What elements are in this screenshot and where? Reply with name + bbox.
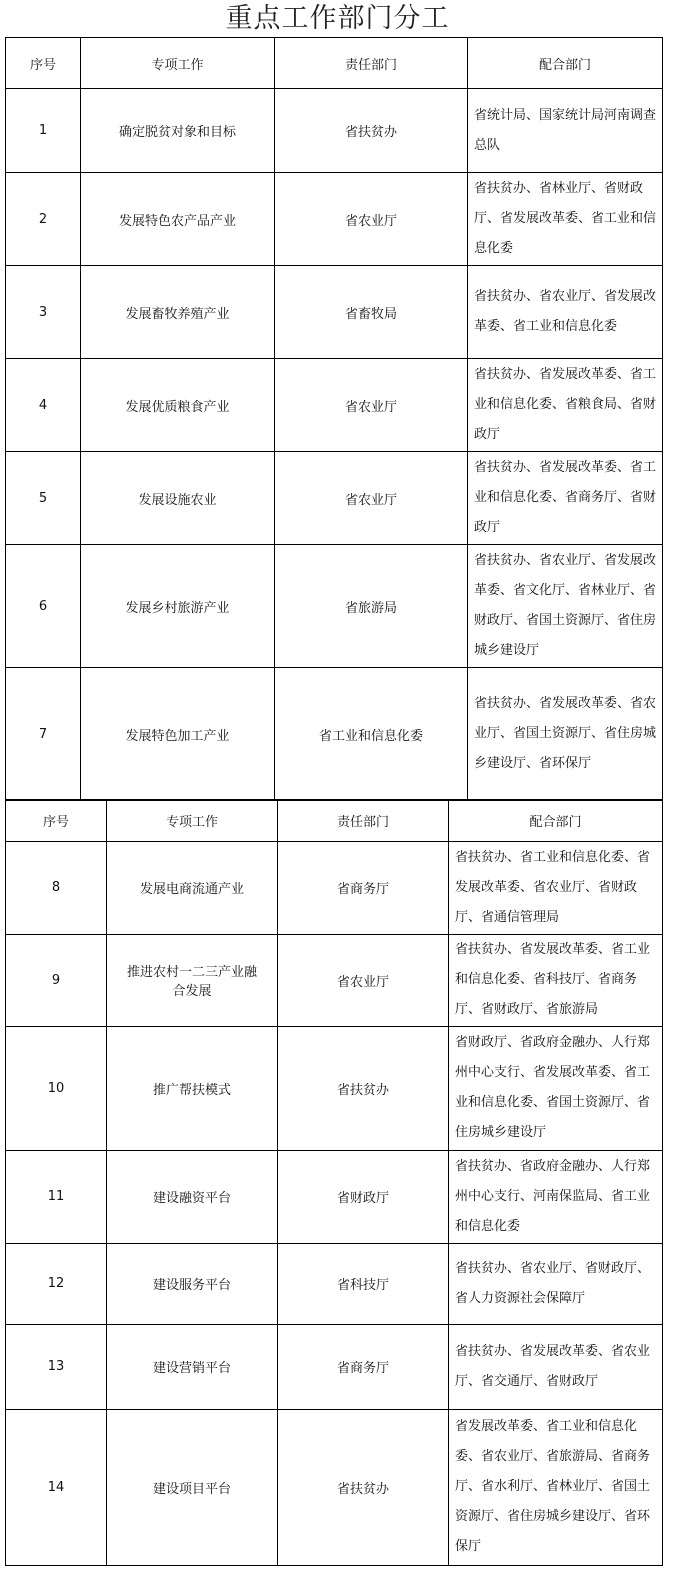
supporting-departments-cell: 省扶贫办、省农业厅、省发展改革委、省工业和信息化委 — [468, 266, 663, 359]
table-row — [6, 1026, 663, 1150]
header-task: 专项工作 — [81, 38, 275, 89]
row-number: 6 — [6, 545, 81, 668]
supporting-departments-cell: 省扶贫办、省发展改革委、省工业和信息化委、省商务厅、省财政厅 — [468, 452, 663, 545]
lead-department-cell: 省农业厅 — [275, 173, 468, 266]
row-number: 3 — [6, 266, 81, 359]
table-row — [6, 89, 663, 173]
task-cell: 建设融资平台 — [107, 1150, 278, 1243]
task-cell: 发展设施农业 — [81, 452, 275, 545]
task-cell: 发展电商流通产业 — [107, 841, 278, 934]
row-number: 1 — [6, 89, 81, 173]
lead-department-cell: 省扶贫办 — [278, 1026, 449, 1150]
table-row — [6, 266, 663, 359]
task-cell: 建设项目平台 — [107, 1409, 278, 1565]
table-header-row — [6, 38, 663, 89]
lead-department-cell: 省扶贫办 — [278, 1409, 449, 1565]
task-cell: 确定脱贫对象和目标 — [81, 89, 275, 173]
table-row — [6, 841, 663, 934]
table-row — [6, 359, 663, 452]
row-number: 2 — [6, 173, 81, 266]
task-cell: 建设服务平台 — [107, 1243, 278, 1324]
supporting-departments-cell: 省扶贫办、省政府金融办、人行郑州中心支行、河南保监局、省工业和信息化委 — [449, 1150, 663, 1243]
supporting-departments-cell: 省统计局、国家统计局河南调查总队 — [468, 89, 663, 173]
header-lead: 责任部门 — [278, 800, 449, 841]
supporting-departments-cell: 省扶贫办、省发展改革委、省农业厅、省国土资源厅、省住房城乡建设厅、省环保厅 — [468, 668, 663, 801]
division-table-part-2 — [5, 799, 663, 1566]
division-table-part-1 — [5, 37, 663, 801]
table-row — [6, 1409, 663, 1565]
table-header-row — [6, 800, 663, 841]
row-number: 5 — [6, 452, 81, 545]
lead-department-cell: 省财政厅 — [278, 1150, 449, 1243]
header-task: 专项工作 — [107, 800, 278, 841]
table-row — [6, 1150, 663, 1243]
lead-department-cell: 省农业厅 — [275, 452, 468, 545]
task-cell: 发展乡村旅游产业 — [81, 545, 275, 668]
table-row — [6, 452, 663, 545]
task-cell: 推进农村一二三产业融合发展 — [107, 934, 278, 1026]
row-number: 8 — [6, 841, 107, 934]
task-cell: 推广帮扶模式 — [107, 1026, 278, 1150]
header-support: 配合部门 — [468, 38, 663, 89]
lead-department-cell: 省旅游局 — [275, 545, 468, 668]
table-row — [6, 1324, 663, 1409]
row-number: 10 — [6, 1026, 107, 1150]
row-number: 9 — [6, 934, 107, 1026]
table-row — [6, 545, 663, 668]
supporting-departments-cell: 省扶贫办、省林业厅、省财政厅、省发展改革委、省工业和信息化委 — [468, 173, 663, 266]
supporting-departments-cell: 省扶贫办、省发展改革委、省工业和信息化委、省科技厅、省商务厅、省财政厅、省旅游局 — [449, 934, 663, 1026]
supporting-departments-cell: 省财政厅、省政府金融办、人行郑州中心支行、省发展改革委、省工业和信息化委、省国土资源厅、省住房城乡建设厅 — [449, 1026, 663, 1150]
lead-department-cell: 省工业和信息化委 — [275, 668, 468, 801]
task-cell: 发展优质粮食产业 — [81, 359, 275, 452]
lead-department-cell: 省农业厅 — [275, 359, 468, 452]
task-cell: 建设营销平台 — [107, 1324, 278, 1409]
supporting-departments-cell: 省扶贫办、省农业厅、省财政厅、省人力资源社会保障厅 — [449, 1243, 663, 1324]
lead-department-cell: 省农业厅 — [278, 934, 449, 1026]
document-title: 重点工作部门分工 — [225, 3, 450, 34]
task-cell: 发展特色农产品产业 — [81, 173, 275, 266]
supporting-departments-cell: 省扶贫办、省发展改革委、省工业和信息化委、省粮食局、省财政厅 — [468, 359, 663, 452]
supporting-departments-cell: 省发展改革委、省工业和信息化委、省农业厅、省旅游局、省商务厅、省水利厅、省林业厅、省国土资源厅、省住房城乡建设厅、省环保厅 — [449, 1409, 663, 1565]
task-cell: 发展特色加工产业 — [81, 668, 275, 801]
table-row — [6, 934, 663, 1026]
header-no: 序号 — [6, 38, 81, 89]
lead-department-cell: 省科技厅 — [278, 1243, 449, 1324]
row-number: 7 — [6, 668, 81, 801]
row-number: 13 — [6, 1324, 107, 1409]
table-row — [6, 173, 663, 266]
header-lead: 责任部门 — [275, 38, 468, 89]
supporting-departments-cell: 省扶贫办、省农业厅、省发展改革委、省文化厅、省林业厅、省财政厅、省国土资源厅、省住房城乡建设厅 — [468, 545, 663, 668]
task-cell: 发展畜牧养殖产业 — [81, 266, 275, 359]
header-no: 序号 — [6, 800, 107, 841]
supporting-departments-cell: 省扶贫办、省发展改革委、省农业厅、省交通厅、省财政厅 — [449, 1324, 663, 1409]
supporting-departments-cell: 省扶贫办、省工业和信息化委、省发展改革委、省农业厅、省财政厅、省通信管理局 — [449, 841, 663, 934]
lead-department-cell: 省商务厅 — [278, 841, 449, 934]
row-number: 11 — [6, 1150, 107, 1243]
header-support: 配合部门 — [449, 800, 663, 841]
table-row — [6, 668, 663, 801]
row-number: 4 — [6, 359, 81, 452]
lead-department-cell: 省畜牧局 — [275, 266, 468, 359]
table-row — [6, 1243, 663, 1324]
row-number: 14 — [6, 1409, 107, 1565]
row-number: 12 — [6, 1243, 107, 1324]
lead-department-cell: 省商务厅 — [278, 1324, 449, 1409]
lead-department-cell: 省扶贫办 — [275, 89, 468, 173]
